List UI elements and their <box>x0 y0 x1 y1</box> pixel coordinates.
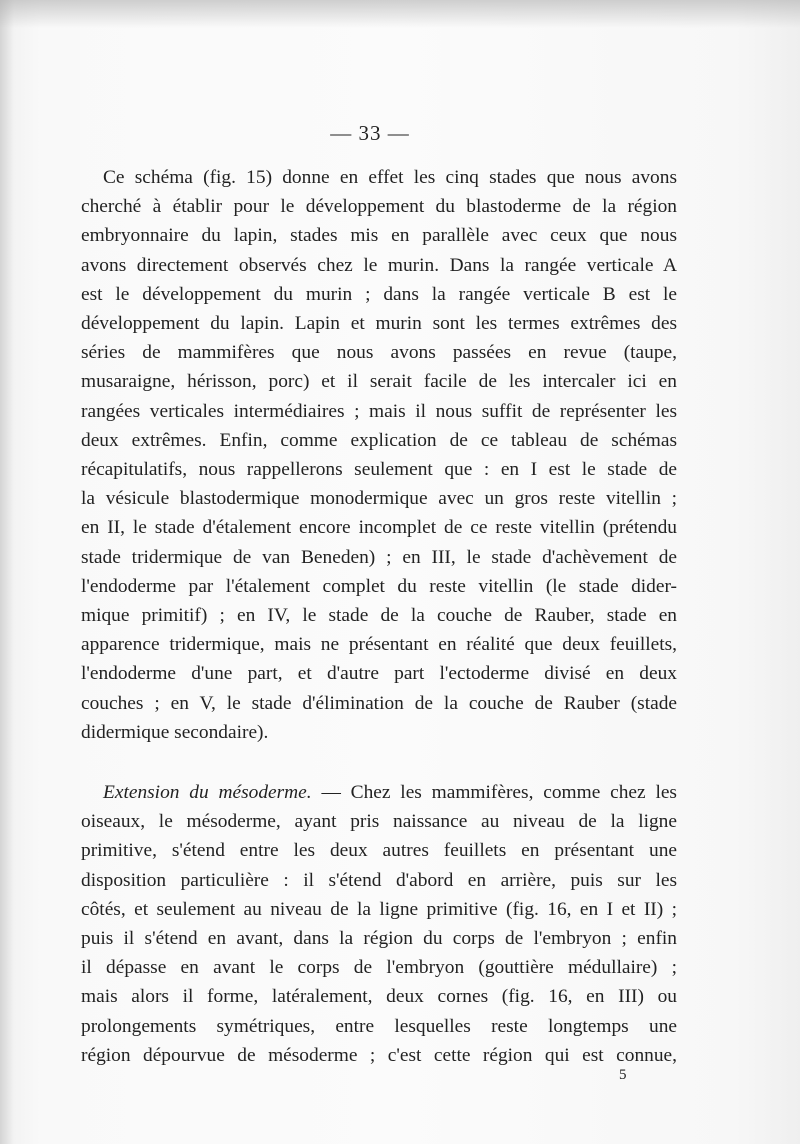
text-line: cherché à établir pour le développement du blastoderme de la région <box>81 196 677 218</box>
text-line: deux extrêmes. Enfin, comme explication de ce tableau de schémas <box>81 429 677 451</box>
paragraph-schema-description <box>81 163 677 747</box>
text-line: la vésicule blastodermique monodermique avec un gros reste vitellin ; <box>81 488 677 510</box>
signature-mark: 5 <box>619 1067 627 1083</box>
text-line: Ce schéma (fig. 15) donne en effet les cinq stades que nous avons <box>103 167 677 188</box>
text-line: développement du lapin. Lapin et murin sont les termes extrêmes des <box>81 313 677 335</box>
text-line: récapitulatifs, nous rappellerons seulement que : en I est le stade de <box>81 459 677 481</box>
text-line: rangées verticales intermédiaires ; mais il nous suffit de représenter les <box>81 400 677 422</box>
text-line: prolongements symétriques, entre lesquelles reste longtemps une <box>81 1015 677 1037</box>
text-line: apparence tridermique, mais ne présentant en réalité que deux feuillets, <box>81 634 677 656</box>
text-line: embryonnaire du lapin, stades mis en parallèle avec ceux que nous <box>81 225 677 247</box>
text-line: l'endoderme par l'étalement complet du reste vitellin (le stade dider- <box>81 575 677 597</box>
text-line: région dépourvue de mésoderme ; c'est cette région qui est connue, <box>81 1044 677 1066</box>
text-line: disposition particulière : il s'étend d'abord en arrière, puis sur les <box>81 869 677 891</box>
text-line: musaraigne, hérisson, porc) et il serait facile de les intercaler ici en <box>81 371 677 393</box>
text-line: didermique secondaire). <box>81 721 269 743</box>
text-line: en II, le stade d'étalement encore incomplet de ce reste vitellin (prétendu <box>81 517 677 539</box>
text-line: puis il s'étend en avant, dans la région du corps de l'embryon ; enfin <box>81 928 677 950</box>
text-line: est le développement du murin ; dans la rangée verticale B est le <box>81 283 677 305</box>
text-line: mique primitif) ; en IV, le stade de la couche de Rauber, stade en <box>81 605 677 627</box>
text-line <box>81 778 677 807</box>
text-line: primitive, s'étend entre les deux autres feuillets en présentant une <box>81 840 677 862</box>
page-number: — 33 — <box>330 121 410 145</box>
text-line: mais alors il forme, latéralement, deux cornes (fig. 16, en III) ou <box>81 986 677 1008</box>
section-heading: Extension du mésoderme. <box>103 782 312 803</box>
text-line: côtés, et seulement au niveau de la ligne primitive (fig. 16, en I et II) ; <box>81 898 677 920</box>
text-line: avons directement observés chez le murin. Dans la rangée verticale A <box>81 254 677 276</box>
page-edge-shadow <box>0 0 800 28</box>
paragraph-mesoderm-extension <box>81 778 677 1070</box>
text-line: l'endoderme d'une part, et d'autre part l'ectoderme divisé en deux <box>81 663 677 685</box>
text-line: oiseaux, le mésoderme, ayant pris naissance au niveau de la ligne <box>81 811 677 833</box>
text-line: séries de mammifères que nous avons passées en revue (taupe, <box>81 342 677 364</box>
text-run: — Chez les mammifères, comme chez les <box>311 782 677 803</box>
text-line: il dépasse en avant le corps de l'embryon (gouttière médullaire) ; <box>81 957 677 979</box>
text-line: stade tridermique de van Beneden) ; en III, le stade d'achèvement de <box>81 546 677 568</box>
text-line: couches ; en V, le stade d'élimination de la couche de Rauber (stade <box>81 692 677 714</box>
